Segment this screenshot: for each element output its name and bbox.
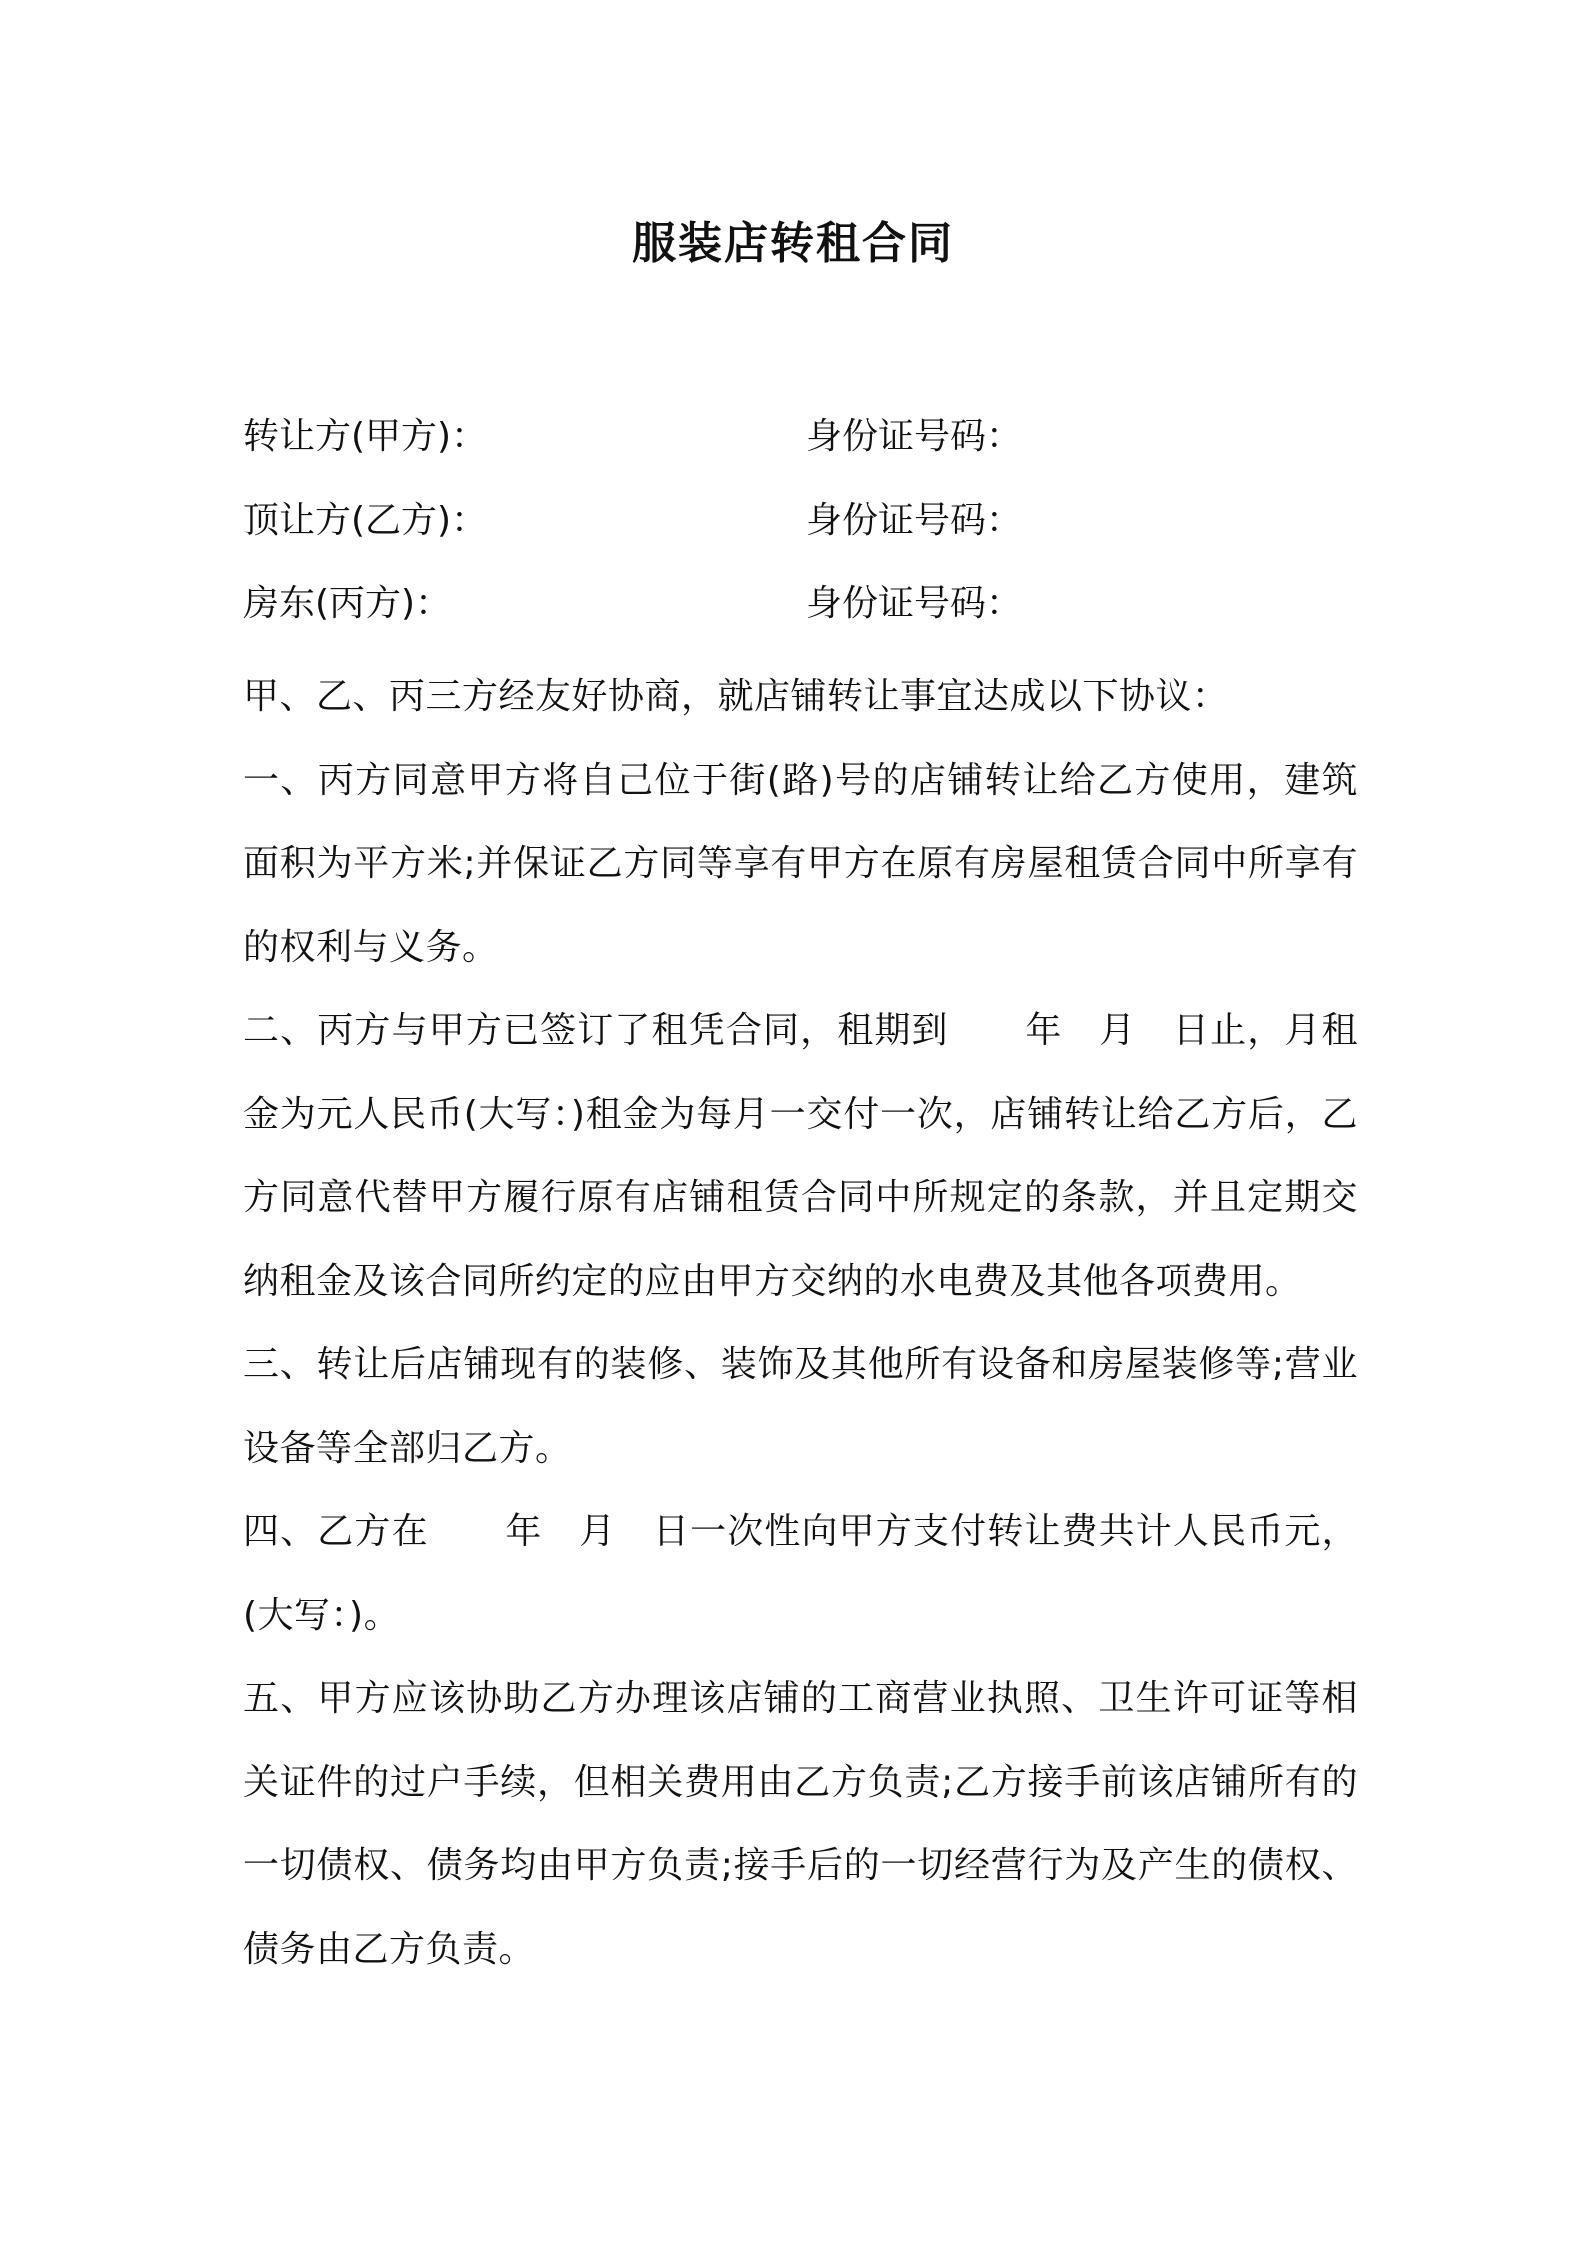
transferee-label: 顶让方(乙方)：: [243, 500, 488, 541]
clause-4-text-b: 日一次性向甲方支付转让费共计人民币元，(大写：)。: [243, 1511, 1358, 1636]
clause-4: [243, 1490, 1358, 1657]
clause-2-month: 月: [1098, 1010, 1137, 1051]
clause-2-text-a: 二、丙方与甲方已签订了租凭合同，租期到: [243, 1010, 949, 1051]
clause-3: 三、转让后店铺现有的装修、装饰及其他所有设备和房屋装修等;营业设备等全部归乙方。: [243, 1344, 1358, 1469]
clause-2-year: 年: [1024, 1010, 1063, 1051]
document-title: 服装店转租合同: [632, 218, 954, 269]
transferor-id-label: 身份证号码：: [806, 416, 1023, 457]
clause-5: 五、甲方应该协助乙方办理该店铺的工商营业执照、卫生许可证等相关证件的过户手续，但相关费用由乙方负责;乙方接手前该店铺所有的一切债权、债务均由甲方负责;接手后的一切经营行为及产生的债权、债务由乙方负责。: [243, 1678, 1358, 1970]
landlord-id-label: 身份证号码：: [806, 583, 1023, 624]
transferee-id-label: 身份证号码：: [806, 500, 1023, 541]
transferor-label: 转让方(甲方)：: [243, 416, 488, 457]
clause-2-text-b: 日止，月租金为元人民币(大写：)租金为每月一交付一次，店铺转让给乙方后，乙方同意代替甲方履行原有店铺租赁合同中所规定的条款，并且定期交纳租金及该合同所约定的应由甲方交纳的水电费及其他各项费用。: [243, 1010, 1358, 1302]
party-row-landlord: [243, 574, 1363, 634]
party-row-transferee: [243, 491, 1363, 551]
party-row-transferor: [243, 407, 1363, 467]
clause-2: [243, 989, 1358, 1323]
landlord-label: 房东(丙方)：: [243, 583, 452, 624]
clause-1: 一、丙方同意甲方将自己位于街(路)号的店铺转让给乙方使用，建筑面积为平方米;并保证乙方同等享有甲方在原有房屋租赁合同中所享有的权利与义务。: [243, 759, 1358, 968]
clause-4-month: 月: [578, 1511, 617, 1552]
clause-4-text-a: 四、乙方在: [243, 1511, 429, 1552]
intro-paragraph: 甲、乙、丙三方经友好协商，就店铺转让事宜达成以下协议：: [243, 676, 1229, 717]
contract-body: [243, 655, 1358, 1991]
clause-4-year: 年: [504, 1511, 543, 1552]
